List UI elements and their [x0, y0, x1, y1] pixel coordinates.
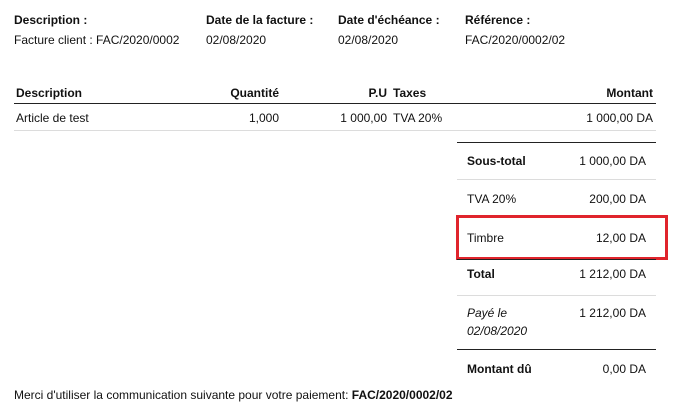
- subtotal-value: 1 000,00 DA: [579, 154, 646, 168]
- invoice-date-label: Date de la facture :: [206, 13, 314, 27]
- stamp-value: 12,00 DA: [595, 231, 646, 245]
- col-header-unit-price: P.U: [368, 86, 387, 100]
- header-divider: [14, 103, 656, 104]
- tax-label: TVA 20%: [467, 192, 517, 206]
- payment-communication-text: Merci d'utiliser la communication suivante pour votre paiement:: [14, 388, 352, 402]
- row-amount: 1 000,00 DA: [586, 111, 653, 125]
- description-label: Description :: [14, 13, 88, 27]
- totals-divider: [457, 179, 656, 180]
- due-date-value: 02/08/2020: [338, 33, 399, 47]
- row-taxes: TVA 20%: [393, 111, 443, 125]
- row-description: Article de test: [16, 111, 89, 125]
- total-label: Total: [467, 267, 495, 281]
- col-header-amount: Montant: [606, 86, 653, 100]
- amount-due-label: Montant dû: [467, 362, 532, 376]
- col-header-description: Description: [16, 86, 83, 100]
- reference-label: Référence :: [465, 13, 531, 27]
- total-value: 1 212,00 DA: [579, 267, 646, 281]
- totals-top-divider: [457, 142, 656, 143]
- col-header-taxes: Taxes: [393, 86, 427, 100]
- row-quantity: 1,000: [248, 111, 279, 125]
- subtotal-label: Sous-total: [467, 154, 526, 168]
- invoice-date-value: 02/08/2020: [206, 33, 267, 47]
- paid-value: 1 212,00 DA: [579, 306, 646, 320]
- amount-due-value: 0,00 DA: [602, 362, 646, 376]
- stamp-highlight-box: [456, 215, 668, 260]
- row-unit-price: 1 000,00: [340, 111, 387, 125]
- paid-label-line1: Payé le: [467, 306, 508, 320]
- paid-label-line2: 02/08/2020: [467, 324, 528, 338]
- payment-communication: [14, 388, 453, 402]
- reference-value: FAC/2020/0002/02: [465, 33, 566, 47]
- due-divider: [457, 349, 656, 350]
- payment-communication-ref: FAC/2020/0002/02: [351, 388, 453, 402]
- row-divider: [14, 130, 656, 131]
- tax-value: 200,00 DA: [589, 192, 646, 206]
- total-divider: [457, 259, 656, 260]
- description-value: Facture client : FAC/2020/0002: [14, 33, 180, 47]
- col-header-quantity: Quantité: [230, 86, 279, 100]
- due-date-label: Date d'échéance :: [338, 13, 440, 27]
- stamp-label: Timbre: [467, 231, 504, 245]
- totals-divider: [457, 295, 656, 296]
